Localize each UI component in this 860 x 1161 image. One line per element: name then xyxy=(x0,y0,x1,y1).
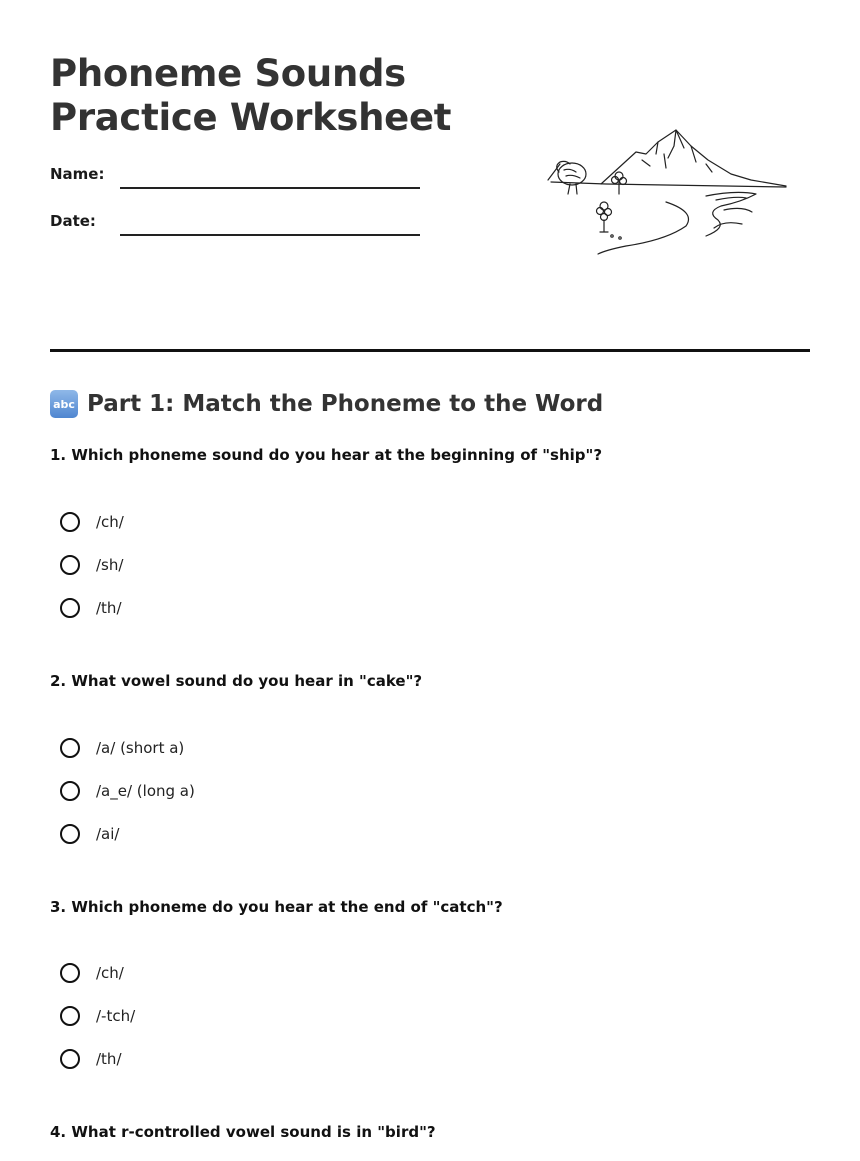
part-1-title: Part 1: Match the Phoneme to the Word xyxy=(87,391,604,417)
q3-option-3[interactable] xyxy=(60,1046,122,1072)
option-label: /a_e/ (long a) xyxy=(96,782,195,800)
name-label: Name: xyxy=(50,165,105,183)
radio-button[interactable] xyxy=(60,963,80,983)
option-label: /sh/ xyxy=(96,556,124,574)
radio-button[interactable] xyxy=(60,1049,80,1069)
option-label: /ch/ xyxy=(96,964,124,982)
q2-option-1[interactable] xyxy=(60,735,184,761)
option-label: /a/ (short a) xyxy=(96,739,185,757)
question-4: 4. What r-controlled vowel sound is in "bird"? xyxy=(50,1123,436,1141)
abc-input-icon: abc xyxy=(50,390,78,418)
question-3: 3. Which phoneme do you hear at the end of "catch"? xyxy=(50,898,503,916)
question-2: 2. What vowel sound do you hear in "cake"? xyxy=(50,672,423,690)
q1-option-3[interactable] xyxy=(60,595,122,621)
option-label: /-tch/ xyxy=(96,1007,136,1025)
option-label: /th/ xyxy=(96,1050,122,1068)
radio-button[interactable] xyxy=(60,555,80,575)
mountain-kiwi-illustration xyxy=(546,124,796,259)
option-label: /ai/ xyxy=(96,825,120,843)
q1-option-1[interactable] xyxy=(60,509,124,535)
title-line-2: Practice Worksheet xyxy=(50,96,452,139)
radio-button[interactable] xyxy=(60,738,80,758)
radio-button[interactable] xyxy=(60,1006,80,1026)
question-1: 1. Which phoneme sound do you hear at the beginning of "ship"? xyxy=(50,446,603,464)
name-field-line[interactable] xyxy=(120,187,420,189)
option-label: /ch/ xyxy=(96,513,124,531)
part-1-heading xyxy=(50,388,603,420)
radio-button[interactable] xyxy=(60,598,80,618)
q1-option-2[interactable] xyxy=(60,552,123,578)
title-line-1: Phoneme Sounds xyxy=(50,52,406,95)
radio-button[interactable] xyxy=(60,781,80,801)
q3-option-1[interactable] xyxy=(60,960,124,986)
q2-option-3[interactable] xyxy=(60,821,119,847)
radio-button[interactable] xyxy=(60,824,80,844)
section-divider xyxy=(50,349,810,352)
q3-option-2[interactable] xyxy=(60,1003,135,1029)
date-label: Date: xyxy=(50,212,96,230)
page-title xyxy=(50,52,451,140)
option-label: /th/ xyxy=(96,599,122,617)
date-field-line[interactable] xyxy=(120,234,420,236)
radio-button[interactable] xyxy=(60,512,80,532)
q2-option-2[interactable] xyxy=(60,778,195,804)
